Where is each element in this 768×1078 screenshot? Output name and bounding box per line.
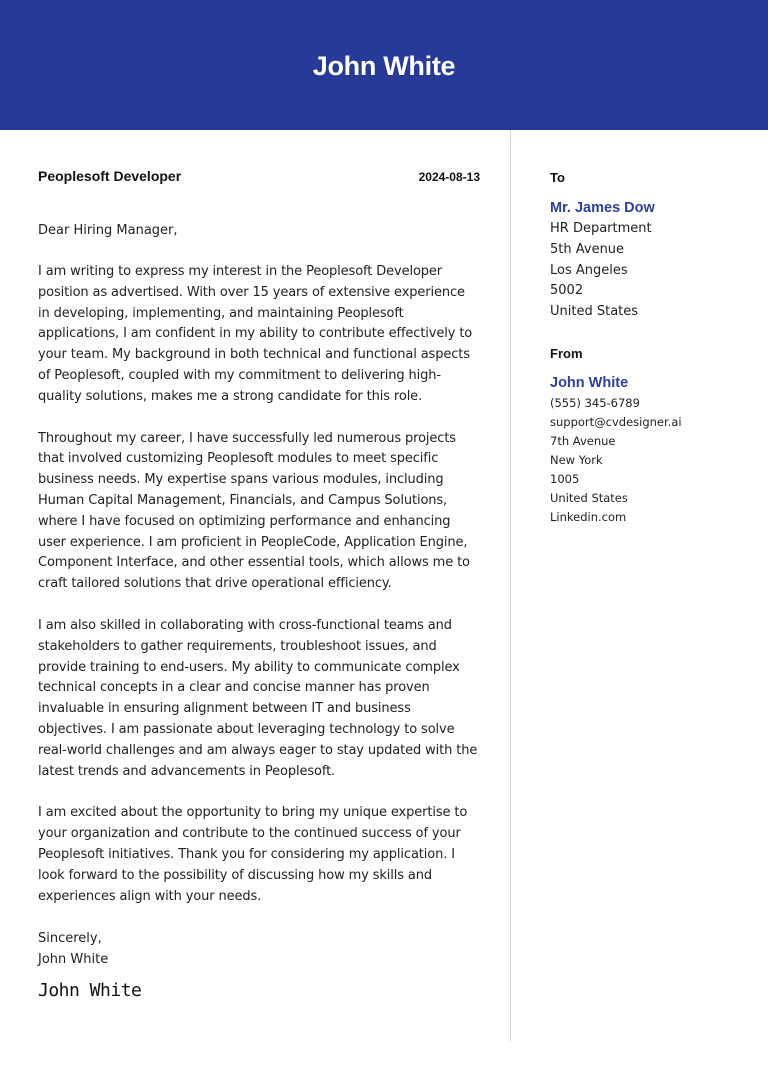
- paragraph-1: I am writing to express my interest in the Peoplesoft Developer position as advertised. With over 15 years of extensive experience in developing, implementing, and maintaining Peoplesoft applications, I am confident in my ability to contribute effectively to your team. My background in both technical and functional aspects of Peoplesoft, coupled with my commitment to delivering high-quality solutions, makes me a strong candidate for this role.: [38, 264, 473, 404]
- paragraph-3: I am also skilled in collaborating with cross-functional teams and stakeholders to gather requirements, troubleshoot issues, and provide training to end-users. My ability to communicate complex technical concepts in a clear and concise manner has proven invaluable in ensuring alignment between IT and business objectives. I am passionate about leveraging technology to solve real-world challenges and am always eager to stay updated with the latest trends and advancements in Peoplesoft.: [38, 617, 478, 779]
- sender-phone: (555) 345-6789: [550, 395, 640, 410]
- paragraph-2: Throughout my career, I have successfully led numerous projects that involved customizing Peoplesoft modules to meet specific business needs. My expertise spans various modules, including Human Capital Management, Financials, and Campus Solutions, where I have focused on optimizing performance and enhancing user experience. I am proficient in PeopleCode, Application Engine, Component Interface, and other essential tools, which allows me to craft tailored solutions that drive operational efficiency.: [38, 430, 470, 592]
- column-divider: [510, 130, 511, 1041]
- contact-sidebar: [550, 168, 750, 527]
- to-heading: To: [550, 170, 565, 185]
- closing-name: John White: [38, 952, 109, 968]
- signature: John White: [38, 980, 142, 1002]
- sender-email: support@cvdesigner.ai: [550, 414, 682, 429]
- recipient-street: 5th Avenue: [550, 241, 625, 257]
- sender-name: John White: [550, 374, 629, 391]
- recipient-city: Los Angeles: [550, 262, 628, 278]
- sender-block: [550, 373, 750, 527]
- closing-block: [38, 928, 480, 970]
- recipient-name: Mr. James Dow: [550, 200, 655, 216]
- sender-city: New York: [550, 452, 603, 467]
- sender-country: United States: [550, 490, 628, 505]
- job-title: Peoplesoft Developer: [38, 168, 182, 184]
- letter-date: 2024-08-13: [418, 170, 480, 184]
- salutation: Dear Hiring Manager,: [38, 223, 178, 238]
- from-heading: From: [550, 345, 583, 361]
- recipient-department: HR Department: [550, 221, 652, 236]
- paragraph-4: I am excited about the opportunity to bring my unique expertise to your organization and contribute to the continued success of your Peoplesoft initiatives. Thank you for considering my application. I look forward to the possibility of discussing how my skills and experiences align with your needs.: [38, 805, 468, 904]
- recipient-block: [550, 198, 750, 323]
- sender-zip: 1005: [550, 471, 580, 486]
- job-line: [38, 168, 480, 188]
- letter-body: [38, 168, 480, 1001]
- sender-linkedin: Linkedin.com: [550, 509, 627, 524]
- closing-phrase: Sincerely,: [38, 931, 102, 947]
- sender-street: 7th Avenue: [550, 433, 616, 448]
- recipient-country: United States: [550, 304, 639, 320]
- recipient-zip: 5002: [550, 283, 584, 299]
- applicant-name: John White: [312, 50, 456, 81]
- header-banner: [0, 0, 768, 130]
